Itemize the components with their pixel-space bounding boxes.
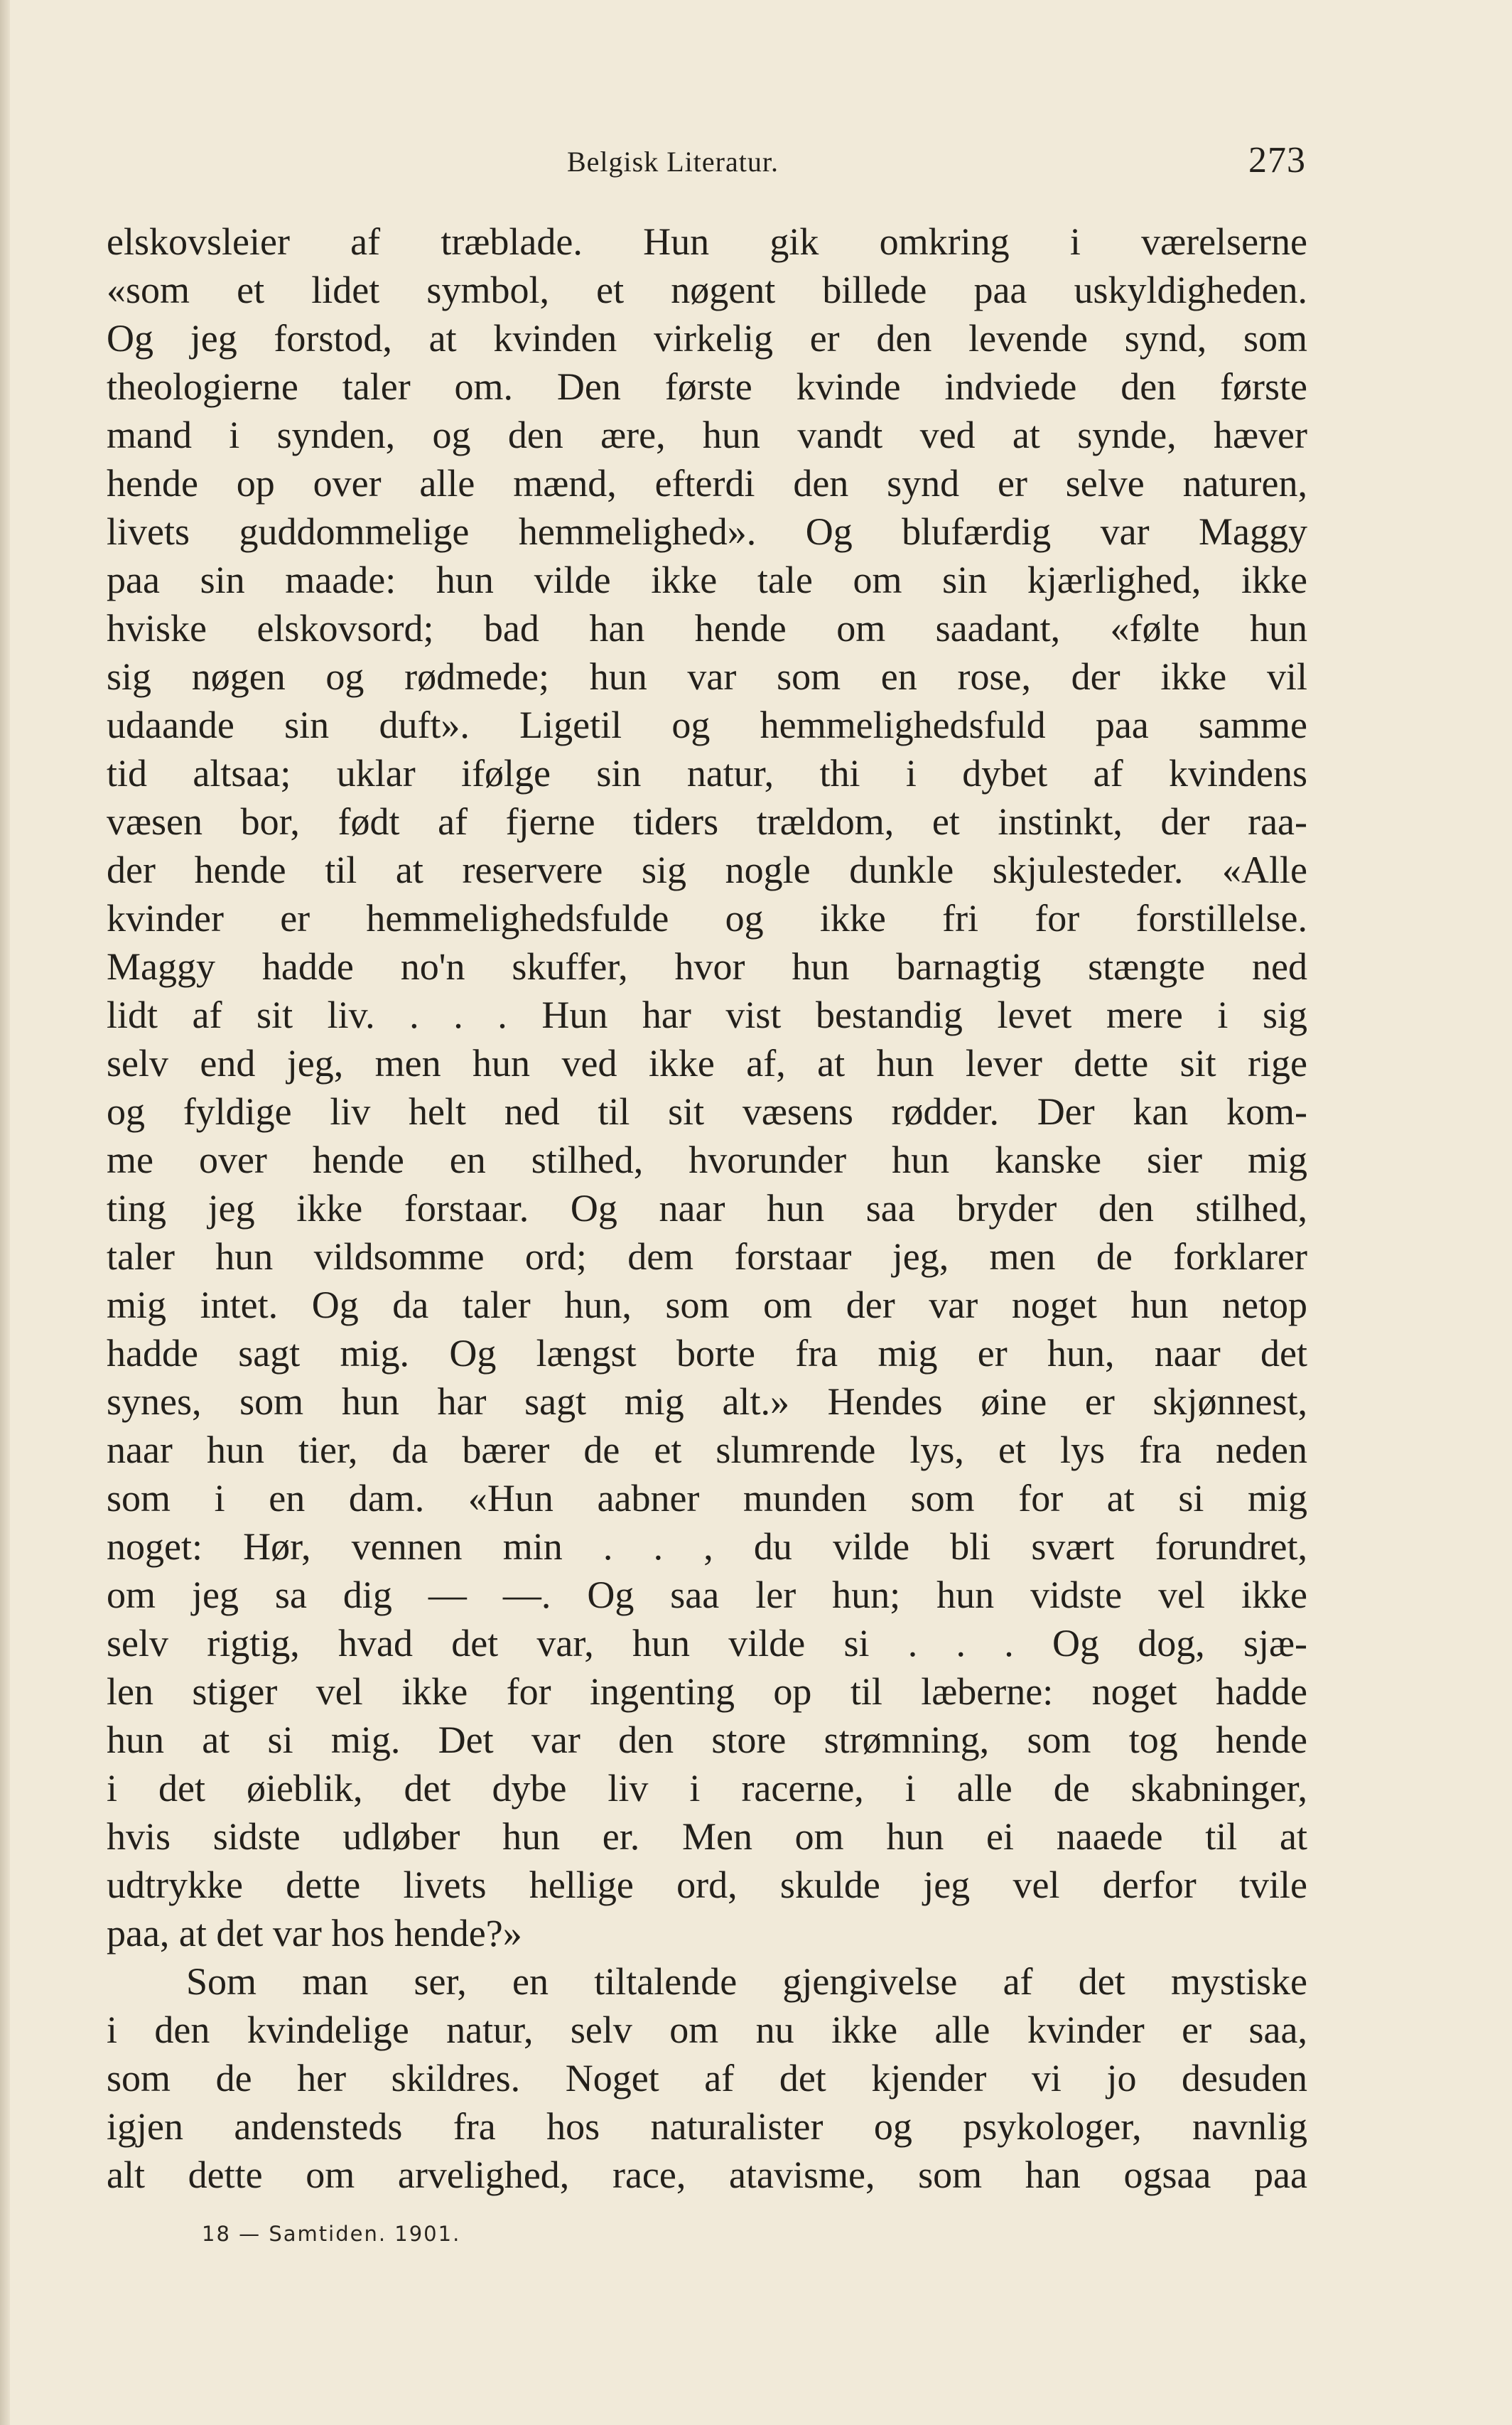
text-line: naar hun tier, da bærer de et slumrende lys, et lys fra neden — [107, 1429, 1307, 1471]
text-line: hviske elskovsord; bad han hende om saadant, «følte hun — [107, 607, 1307, 650]
text-line: mand i synden, og den ære, hun vandt ved at synde, hæver — [107, 414, 1307, 456]
text-line: som i en dam. «Hun aabner munden som for at si mig — [107, 1477, 1307, 1520]
text-line: me over hende en stilhed, hvorunder hun kanske sier mig — [107, 1139, 1307, 1181]
text-line: væsen bor, født af fjerne tiders trældom, et instinkt, der raa- — [107, 800, 1307, 843]
text-line: selv end jeg, men hun ved ikke af, at hun lever dette sit rige — [107, 1042, 1307, 1085]
running-title: Belgisk Literatur. — [567, 146, 779, 178]
text-line: sig nøgen og rødmede; hun var som en rose, der ikke vil — [107, 655, 1307, 698]
text-line: som de her skildres. Noget af det kjender vi jo desuden — [107, 2057, 1307, 2099]
text-line: Og jeg forstod, at kvinden virkelig er den levende synd, som — [107, 317, 1307, 360]
text-line: i det øieblik, det dybe liv i racerne, i alle de skabninger, — [107, 1767, 1307, 1810]
text-line: om jeg sa dig — —. Og saa ler hun; hun vidste vel ikke — [107, 1574, 1307, 1616]
body-text — [107, 217, 1307, 2199]
text-line: Maggy hadde no'n skuffer, hvor hun barnagtig stængte ned — [107, 945, 1307, 988]
page-number: 273 — [1248, 140, 1306, 181]
text-line: theologierne taler om. Den første kvinde indviede den første — [107, 365, 1307, 408]
text-line: elskovsleier af træblade. Hun gik omkring i værelserne — [107, 220, 1307, 263]
printer-signature: 18 — Samtiden. 1901. — [202, 2222, 461, 2246]
text-line: mig intet. Og da taler hun, som om der var noget hun netop — [107, 1284, 1307, 1326]
paragraph-end-line: paa, at det var hos hende?» — [107, 1912, 522, 1954]
text-line: len stiger vel ikke for ingenting op til læberne: noget hadde — [107, 1670, 1307, 1713]
text-line: hun at si mig. Det var den store strømning, som tog hende — [107, 1719, 1307, 1761]
text-line: ting jeg ikke forstaar. Og naar hun saa bryder den stilhed, — [107, 1187, 1307, 1230]
text-line: «som et lidet symbol, et nøgent billede paa uskyldigheden. — [107, 269, 1307, 311]
text-line: noget: Hør, vennen min . . , du vilde bli svært forundret, — [107, 1525, 1307, 1568]
text-line: hende op over alle mænd, efterdi den synd er selve naturen, — [107, 462, 1307, 505]
page-header — [567, 139, 1306, 189]
paragraph-start-line: Som man ser, en tiltalende gjengivelse af det mystiske — [186, 1960, 1307, 2003]
text-line: hvis sidste udløber hun er. Men om hun ei naaede til at — [107, 1815, 1307, 1858]
text-line: tid altsaa; uklar ifølge sin natur, thi i dybet af kvindens — [107, 752, 1307, 795]
text-line: livets guddommelige hemmelighed». Og blufærdig var Maggy — [107, 510, 1307, 553]
text-line: udaande sin duft». Ligetil og hemmelighedsfuld paa samme — [107, 704, 1307, 746]
text-line: der hende til at reservere sig nogle dunkle skjulesteder. «Alle — [107, 849, 1307, 891]
text-line: kvinder er hemmelighedsfulde og ikke fri for forstillelse. — [107, 897, 1307, 940]
text-line: selv rigtig, hvad det var, hun vilde si . . . Og dog, sjæ- — [107, 1622, 1307, 1665]
text-line: paa sin maade: hun vilde ikke tale om sin kjærlighed, ikke — [107, 559, 1307, 601]
text-line: igjen andensteds fra hos naturalister og psykologer, navnlig — [107, 2105, 1307, 2148]
text-line: synes, som hun har sagt mig alt.» Hendes øine er skjønnest, — [107, 1380, 1307, 1423]
page-edge — [0, 0, 10, 2425]
text-line: og fyldige liv helt ned til sit væsens rødder. Der kan kom- — [107, 1090, 1307, 1133]
text-line: i den kvindelige natur, selv om nu ikke alle kvinder er saa, — [107, 2009, 1307, 2051]
text-line: taler hun vildsomme ord; dem forstaar jeg, men de forklarer — [107, 1235, 1307, 1278]
text-line: hadde sagt mig. Og længst borte fra mig er hun, naar det — [107, 1332, 1307, 1375]
text-line: alt dette om arvelighed, race, atavisme, som han ogsaa paa — [107, 2154, 1307, 2196]
text-line: lidt af sit liv. . . . Hun har vist bestandig levet mere i sig — [107, 994, 1307, 1036]
text-line: udtrykke dette livets hellige ord, skulde jeg vel derfor tvile — [107, 1864, 1307, 1906]
